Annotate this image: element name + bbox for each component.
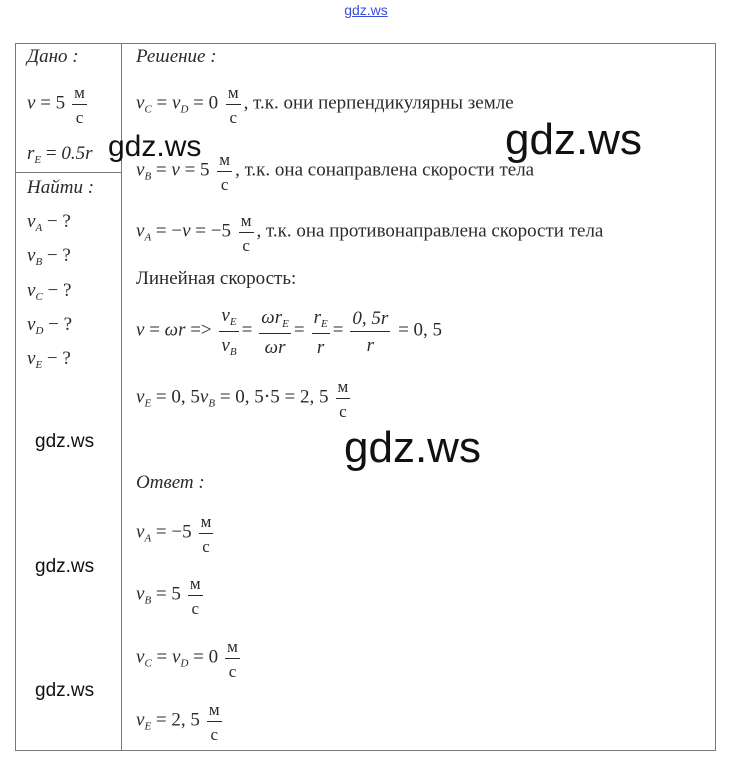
watermark: gdz.ws [108,130,202,163]
solution-heading: Решение : [136,46,217,67]
vE-calculation: $v_E = 0$, $5v_B = 0$, 5⋅5 = 2, 5 $\frac{м}{с}$ [136,377,349,421]
solution-line-vA: $v_A = -v = -5$ $\frac{м}{с}$ , т.к. она противонаправлена скорости тела [136,211,604,255]
solution-line-vB: $v_B = v = 5$ $\frac{м}{с}$ , т.к. она сонаправлена скорости тела [136,150,535,194]
find-heading: Найти : [27,177,95,198]
answer-vE: $v_E = 2$, 5 $\frac{м}{с}$ [136,700,220,744]
given-heading: Дано : [27,46,79,67]
linear-speed-label: Линейная скорость: [136,268,297,289]
solution-line-vC-vD: $v_C = v_D = 0$ $\frac{м}{с}$ , т.к. они перпендикулярны земле [136,83,514,127]
watermark: gdz.ws [35,680,95,701]
watermark: gdz.ws [344,423,481,472]
linear-speed-formula: v = ωr => $\frac{v_E}{v_B}$ = $\frac{\omega r_E}{\omega r}$ = $\frac{r_E}{r}$ = $\frac{0, 5r}{r}$ = 0, 5 [136,305,443,358]
find-item: $v_E$ − ? [27,348,71,371]
given-find-divider [15,172,122,173]
find-item: $v_B$ − ? [27,245,71,268]
answer-vB: $v_B = 5$ $\frac{м}{с}$ [136,574,201,618]
find-item: $v_D$ − ? [27,314,73,337]
find-item: $v_C$ − ? [27,280,72,303]
answer-vC-vD: $v_C = v_D = 0$ $\frac{м}{с}$ [136,637,238,681]
top-watermark-link[interactable]: gdz.ws [344,2,388,18]
given-v: v = 5 $\frac{м}{с}$ [27,83,85,127]
watermark: gdz.ws [35,556,95,577]
answer-vA: $v_A = -5$ $\frac{м}{с}$ [136,512,212,556]
watermark: gdz.ws [35,431,95,452]
given-rE: $r_E = 0.5r$ [27,143,93,166]
find-item: $v_A$ − ? [27,211,71,234]
watermark: gdz.ws [505,115,642,164]
answer-heading: Ответ : [136,472,205,493]
